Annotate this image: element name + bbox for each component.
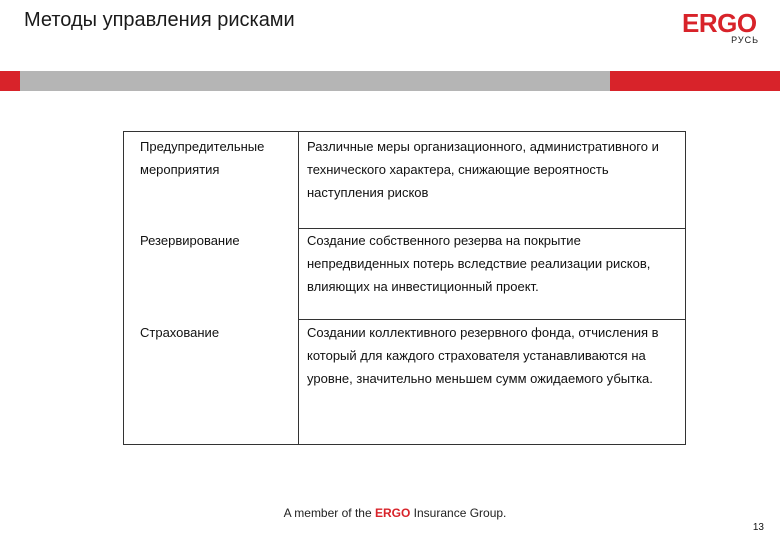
page-number: 13 [752, 522, 764, 533]
footer-brand: ERGO [374, 506, 411, 520]
table-row-divider [298, 319, 685, 320]
header-band-gray [20, 71, 610, 91]
table-row-description: Создание собственного резерва на покрытие непредвиденных потерь вследствие реализации рисков, влияющих на инвестиционный проект. [307, 233, 651, 294]
header-band-right-red [610, 71, 780, 91]
footer-tagline-suffix: Insurance Group. [410, 506, 507, 520]
page-title: Методы управления рисками [24, 9, 295, 31]
logo-wordmark: ERGO [682, 8, 757, 38]
table-column-divider [298, 132, 299, 444]
table-row-method: Страхование [140, 325, 220, 340]
logo-subtitle: РУСЬ [731, 35, 759, 45]
table-row-method: Предупредительные мероприятия [140, 139, 265, 177]
table-row-description: Создании коллективного резервного фонда, отчисления в который для каждого страхователя устанавливаются на уровне, значительно меньшем сумм ожидаемого убытка. [307, 325, 659, 386]
header-band-left-red [0, 71, 20, 91]
footer-tagline-prefix: A member of the [283, 506, 375, 520]
ergo-logo [682, 10, 762, 46]
table-row-method: Резервирование [140, 233, 240, 248]
risk-methods-table [123, 131, 686, 445]
footer-tagline [0, 506, 780, 520]
table-row-description: Различные меры организационного, административного и технического характера, снижающие вероятность наступления рисков [307, 139, 659, 200]
